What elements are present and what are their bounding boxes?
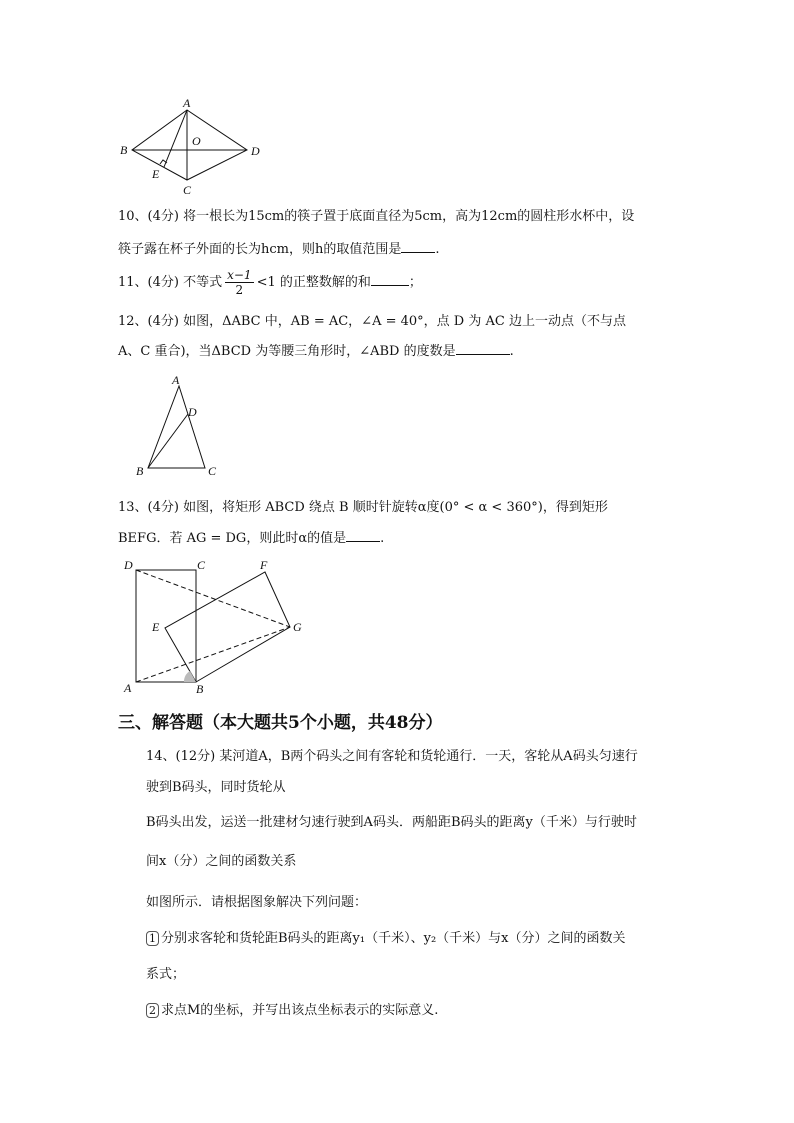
q12-line2 [118, 342, 514, 361]
q13-line1: 13、(4分) 如图，将矩形 ABCD 绕点 B 顺时针旋转α度(0° < α < 360°)，得到矩形 [118, 500, 608, 515]
label-B: B [196, 682, 204, 696]
label-C: C [197, 558, 206, 572]
answer-blank[interactable] [346, 529, 380, 542]
q14-item1-text: 分别求客轮和货轮距B码头的距离y₁（千米）、y₂（千米）与x（分）之间的函数关 [161, 931, 626, 946]
label-A: A [124, 681, 132, 695]
label-B: B [136, 464, 144, 478]
fraction-numerator: x−1 [227, 268, 252, 282]
triangle-figure [128, 372, 238, 482]
answer-blank[interactable] [456, 342, 510, 355]
label-D: D [124, 558, 133, 572]
rhombus-figure [112, 98, 272, 198]
q14-line4: 间x（分）之间的函数关系 [146, 854, 297, 869]
label-O: O [192, 134, 201, 148]
q12-line1: 12、(4分) 如图，ΔABC 中，AB = AC，∠A = 40°，点 D 为 AC 边上一动点（不与点 [118, 314, 626, 329]
label-G: G [293, 620, 302, 634]
item-number: 2 [146, 1003, 159, 1018]
q14-line5: 如图所示．请根据图象解决下列问题： [146, 895, 368, 910]
q14-item2-text: 求点M的坐标，并写出该点坐标表示的实际意义. [161, 1003, 439, 1018]
q12-line2-end: . [509, 344, 514, 359]
label-E: E [152, 620, 160, 634]
label-E: E [152, 167, 160, 181]
fraction [225, 268, 253, 297]
q11-text-pre: 11、(4分) 不等式 [118, 275, 223, 290]
label-B: B [120, 143, 128, 157]
q14-item1 [146, 930, 626, 948]
q10-line2-text: 筷子露在杯子外面的长为hcm，则h的取值范围是 [118, 242, 402, 257]
q14-line2: 驶到B码头，同时货轮从 [146, 780, 286, 795]
q11-text-mid: <1 的正整数解的和 [256, 275, 371, 290]
label-D: D [251, 144, 260, 158]
q11-line [118, 268, 422, 297]
rectangle-rotation-figure [118, 556, 318, 696]
q12-line2-text: A、C 重合)，当ΔBCD 为等腰三角形时，∠ABD 的度数是 [118, 344, 456, 359]
q13-line2 [118, 529, 384, 548]
label-F: F [260, 558, 268, 572]
q10-line2 [118, 240, 440, 259]
q14-line1: 14、(12分) 某河道A，B两个码头之间有客轮和货轮通行．一天，客轮从A码头匀速行 [146, 749, 638, 764]
label-C: C [208, 464, 217, 478]
q11-text-post: ； [408, 275, 422, 290]
q14-item2 [146, 1002, 438, 1020]
label-D: D [188, 405, 197, 419]
label-C: C [183, 183, 192, 197]
q13-line2-text: BEFG．若 AG = DG，则此时α的值是 [118, 531, 347, 546]
q10-line1: 10、(4分) 将一根长为15cm的筷子置于底面直径为5cm，高为12cm的圆柱形水杯中，设 [118, 209, 635, 224]
label-A: A [172, 373, 180, 387]
item-number: 1 [146, 931, 159, 946]
q14-item1-cont: 系式； [146, 967, 186, 982]
label-A: A [183, 96, 191, 110]
q14-line3: B码头出发，运送一批建材匀速行驶到A码头．两船距B码头的距离y（千米）与行驶时 [146, 815, 637, 830]
q13-line2-end: . [380, 531, 385, 546]
q10-line2-end: . [435, 242, 440, 257]
fraction-denominator: 2 [235, 283, 244, 297]
answer-blank[interactable] [401, 240, 435, 253]
section-title: 三、解答题（本大题共5个小题，共48分） [118, 713, 443, 733]
answer-blank[interactable] [371, 273, 409, 286]
